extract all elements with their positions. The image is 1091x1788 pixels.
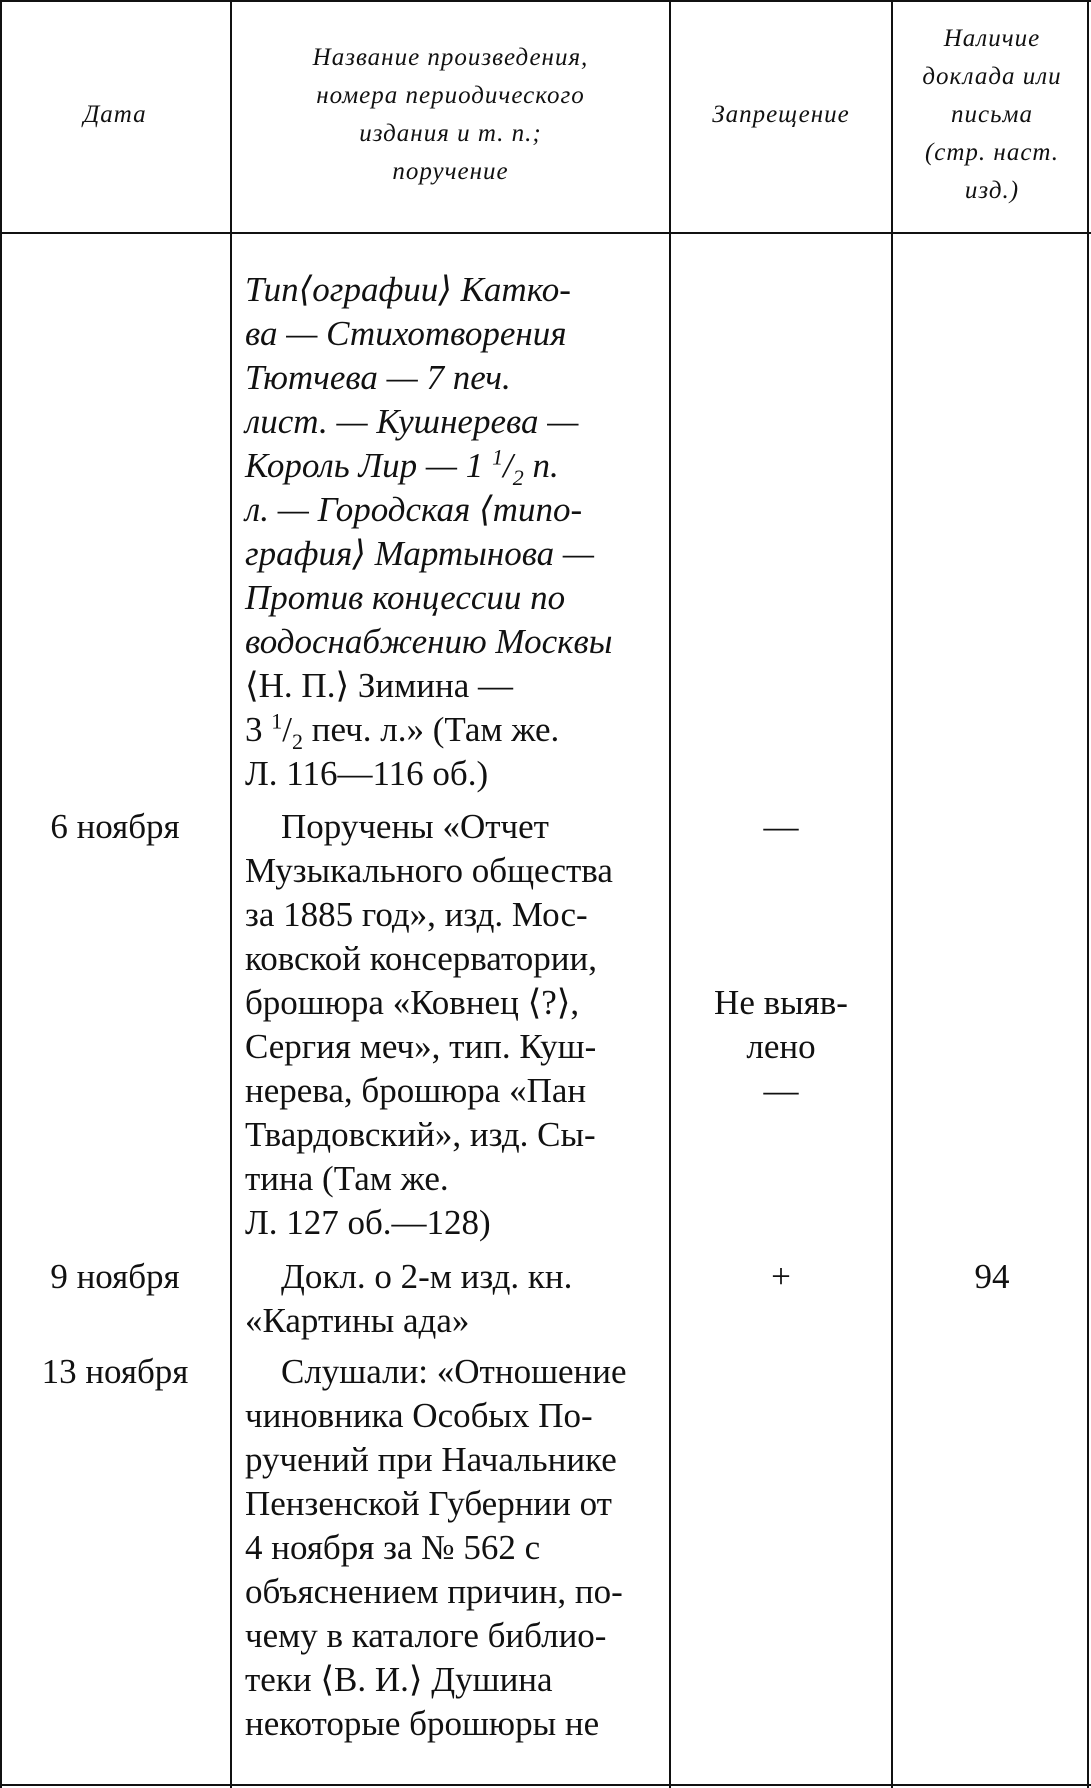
header-divider: [0, 232, 1091, 234]
spacer: [671, 849, 891, 981]
table-row-2-ban: +: [771, 1257, 791, 1296]
work-line: Тютчева — 7 печ.: [245, 358, 511, 397]
table-row-3-work: [245, 1350, 657, 1746]
work-line: лист. — Кушнерева —: [245, 402, 579, 441]
header-title-line: издания и т. п.;: [359, 120, 542, 147]
table-row-3-date: 13 ноября: [41, 1352, 189, 1391]
header-report: [893, 0, 1091, 230]
work-line: ⟨Н. П.⟩ Зимина —: [245, 666, 514, 705]
work-line: нерева, брошюра «Пан: [245, 1071, 587, 1110]
work-line: водоснабжению Москвы: [245, 622, 613, 661]
header-report-line: изд.): [964, 177, 1020, 204]
table-row-2-date: 9 ноября: [50, 1257, 180, 1296]
work-line: чиновника Особых По-: [245, 1396, 593, 1435]
work-line: ва — Стихотворения: [245, 314, 567, 353]
table-row-1-ban: [671, 805, 891, 1113]
border-bottom: [0, 1784, 1091, 1786]
work-line: за 1885 год», изд. Мос-: [245, 895, 588, 934]
work-line: Л. 116—116 об.): [245, 754, 489, 793]
header-title-line: Название произведения,: [312, 44, 589, 71]
ban-value: —: [763, 1071, 799, 1110]
work-line: Поручены «Отчет: [281, 807, 549, 846]
column-divider: [891, 0, 893, 1788]
header-ban: [671, 0, 891, 230]
work-line: ручений при Начальнике: [245, 1440, 617, 1479]
header-report-line: (стр. наст.: [924, 139, 1060, 166]
table-row-1-work: [245, 805, 657, 1245]
border-left: [0, 0, 2, 1788]
column-divider: [230, 0, 232, 1788]
work-line: теки ⟨В. И.⟩ Душина: [245, 1660, 553, 1699]
work-line: Слушали: «Отношение: [281, 1352, 627, 1391]
header-title: [232, 0, 669, 230]
work-line: брошюра «Ковнец ⟨?⟩,: [245, 983, 580, 1022]
table-row-0-work: [245, 268, 657, 796]
table-row-2-work: [245, 1255, 657, 1343]
work-line: Музыкального общества: [245, 851, 613, 890]
work-line: Тип⟨ографии⟩ Катко-: [245, 270, 571, 309]
ban-value: лено: [746, 1027, 816, 1066]
work-line: «Картины ада»: [245, 1301, 470, 1340]
work-line: Докл. о 2-м изд. кн.: [281, 1257, 573, 1296]
work-line: тина (Там же.: [245, 1159, 449, 1198]
work-line: Сергия меч», тип. Куш-: [245, 1027, 597, 1066]
header-date-text: Дата: [83, 101, 147, 128]
header-report-line: письма: [951, 101, 1033, 128]
header-title-line: номера периодического: [316, 82, 585, 109]
work-line: ковской консерватории,: [245, 939, 597, 978]
work-line: объяснением причин, по-: [245, 1572, 623, 1611]
work-line: Л. 127 об.—128): [245, 1203, 491, 1242]
work-line: графия⟩ Мартынова —: [245, 534, 595, 573]
work-line: Твардовский», изд. Сы-: [245, 1115, 596, 1154]
work-line: некоторые брошюры не: [245, 1704, 600, 1743]
header-report-line: доклада или: [922, 63, 1062, 90]
table-row-1-date: 6 ноября: [50, 807, 180, 846]
header-ban-text: Запрещение: [712, 101, 850, 128]
ban-value: —: [763, 807, 799, 846]
table-row-2-report: 94: [974, 1257, 1010, 1296]
work-line: чему в каталоге библио-: [245, 1616, 607, 1655]
work-line: Против концессии по: [245, 578, 566, 617]
work-line: Король Лир — 1 $^1/_2$ п.: [245, 444, 559, 490]
work-line: л. — Городская ⟨типо-: [245, 490, 583, 529]
work-line: Пензенской Губернии от: [245, 1484, 612, 1523]
work-line: 4 ноября за № 562 с: [245, 1528, 541, 1567]
ban-value: Не выяв-: [714, 983, 848, 1022]
work-line: 3 $^1/_2$ печ. л.» (Там же.: [245, 708, 560, 754]
header-report-line: Наличие: [943, 25, 1041, 52]
border-right: [1087, 0, 1089, 1788]
header-date: [0, 0, 230, 230]
header-title-line: поручение: [392, 158, 509, 185]
